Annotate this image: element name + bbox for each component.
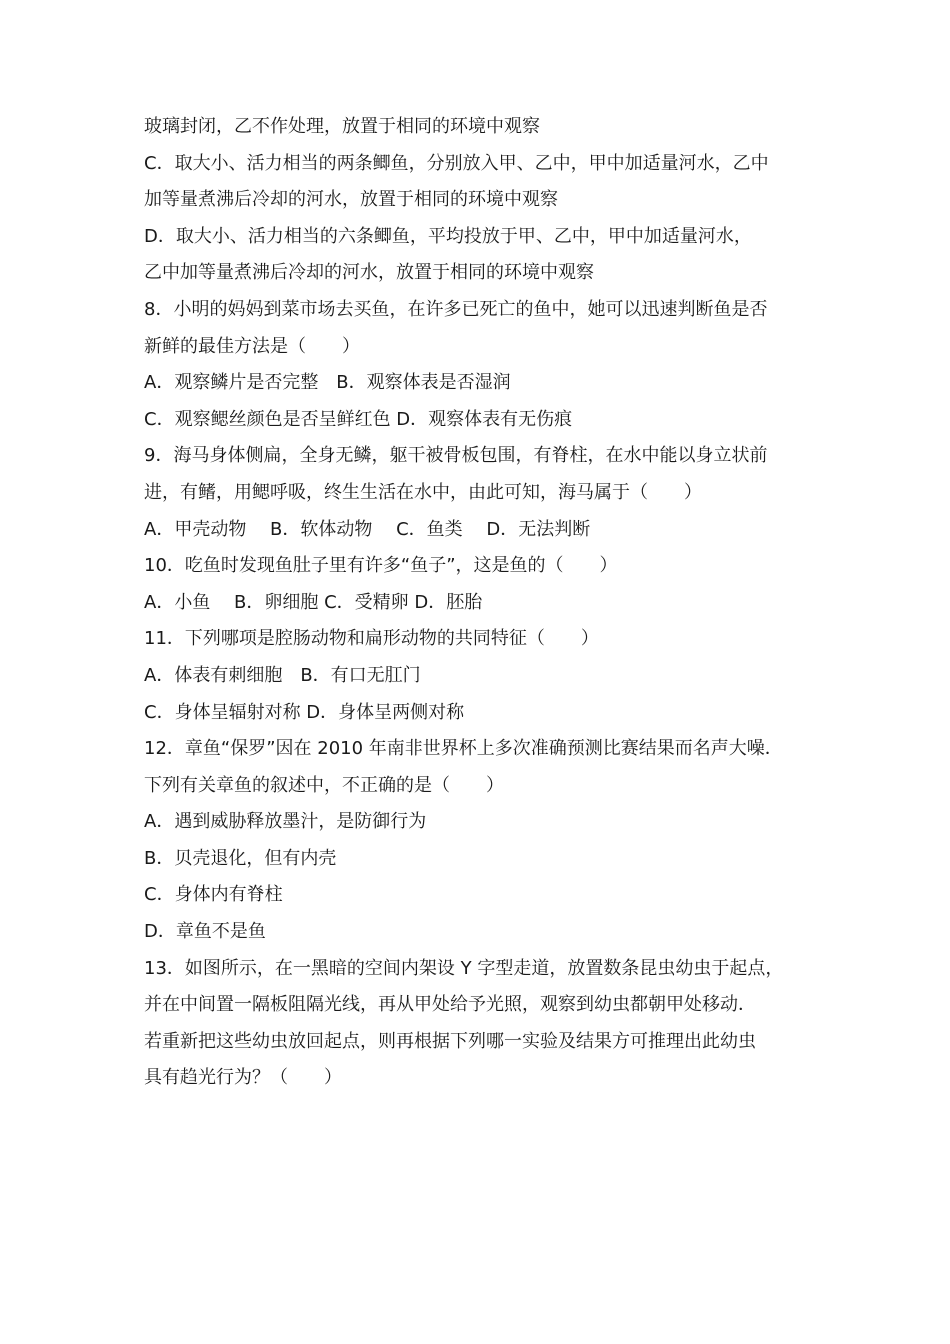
text-line-q7-option-c-continued: 加等量煮沸后冷却的河水，放置于相同的环境中观察 [144, 189, 558, 211]
text-line-q11-options-ab: A．体表有刺细胞 B．有口无肛门 [144, 664, 421, 686]
text-line-q10-stem: 10．吃鱼时发现鱼肚子里有许多“鱼子”，这是鱼的（ ） [144, 555, 618, 577]
text-line-q12-option-d: D．章鱼不是鱼 [144, 921, 266, 943]
text-line-q8-options-ab: A．观察鳞片是否完整 B．观察体表是否湿润 [144, 372, 511, 394]
text-line-q8-options-cd: C．观察鳃丝颜色是否呈鲜红色 D．观察体表有无伤痕 [144, 408, 573, 430]
text-line-q8-stem: 8．小明的妈妈到菜市场去买鱼，在许多已死亡的鱼中，她可以迅速判断鱼是否 [144, 298, 768, 320]
text-line-q9-stem-continued: 进，有鳍，用鳃呼吸，终生生活在水中，由此可知，海马属于（ ） [144, 481, 702, 503]
text-line-q9-stem: 9．海马身体侧扁，全身无鳞，躯干被骨板包围，有脊柱，在水中能以身立状前 [144, 445, 768, 467]
text-line-q12-option-a: A．遇到威胁释放墨汁，是防御行为 [144, 811, 427, 833]
text-line-q13-stem-4: 具有趋光行为？（ ） [144, 1067, 342, 1089]
text-line-q9-options: A．甲壳动物 B．软体动物 C．鱼类 D．无法判断 [144, 518, 591, 540]
text-line-q10-options: A．小鱼 B．卵细胞 C．受精卵 D．胚胎 [144, 591, 483, 613]
text-line-q7-option-b-continued: 玻璃封闭，乙不作处理，放置于相同的环境中观察 [144, 116, 540, 137]
text-line-q8-stem-continued: 新鲜的最佳方法是（ ） [144, 335, 360, 357]
text-line-q11-stem: 11．下列哪项是腔肠动物和扁形动物的共同特征（ ） [144, 628, 599, 650]
text-line-q7-option-c: C．取大小、活力相当的两条鲫鱼，分别放入甲、乙中，甲中加适量河水，乙中 [144, 152, 769, 174]
text-line-q12-stem: 12．章鱼“保罗”因在 2010 年南非世界杯上多次准确预测比赛结果而名声大噪． [144, 738, 783, 760]
text-line-q11-options-cd: C．身体呈辐射对称 D．身体呈两侧对称 [144, 701, 465, 723]
text-line-q12-option-c: C．身体内有脊柱 [144, 884, 283, 906]
text-line-q13-stem-3: 若重新把这些幼虫放回起点，则再根据下列哪一实验及结果方可推理出此幼虫 [144, 1030, 756, 1052]
question-text-block [144, 109, 824, 1097]
text-line-q13-stem-2: 并在中间置一隔板阻隔光线，再从甲处给予光照，观察到幼虫都朝甲处移动． [144, 994, 756, 1016]
text-line-q12-stem-continued: 下列有关章鱼的叙述中，不正确的是（ ） [144, 774, 504, 796]
text-line-q12-option-b: B．贝壳退化，但有内壳 [144, 847, 337, 869]
text-line-q7-option-d: D．取大小、活力相当的六条鲫鱼，平均投放于甲、乙中，甲中加适量河水， [144, 225, 752, 247]
text-line-q7-option-d-continued: 乙中加等量煮沸后冷却的河水，放置于相同的环境中观察 [144, 262, 594, 284]
text-line-q13-stem: 13．如图所示，在一黑暗的空间内架设 Y 字型走道，放置数条昆虫幼虫于起点， [144, 957, 784, 979]
